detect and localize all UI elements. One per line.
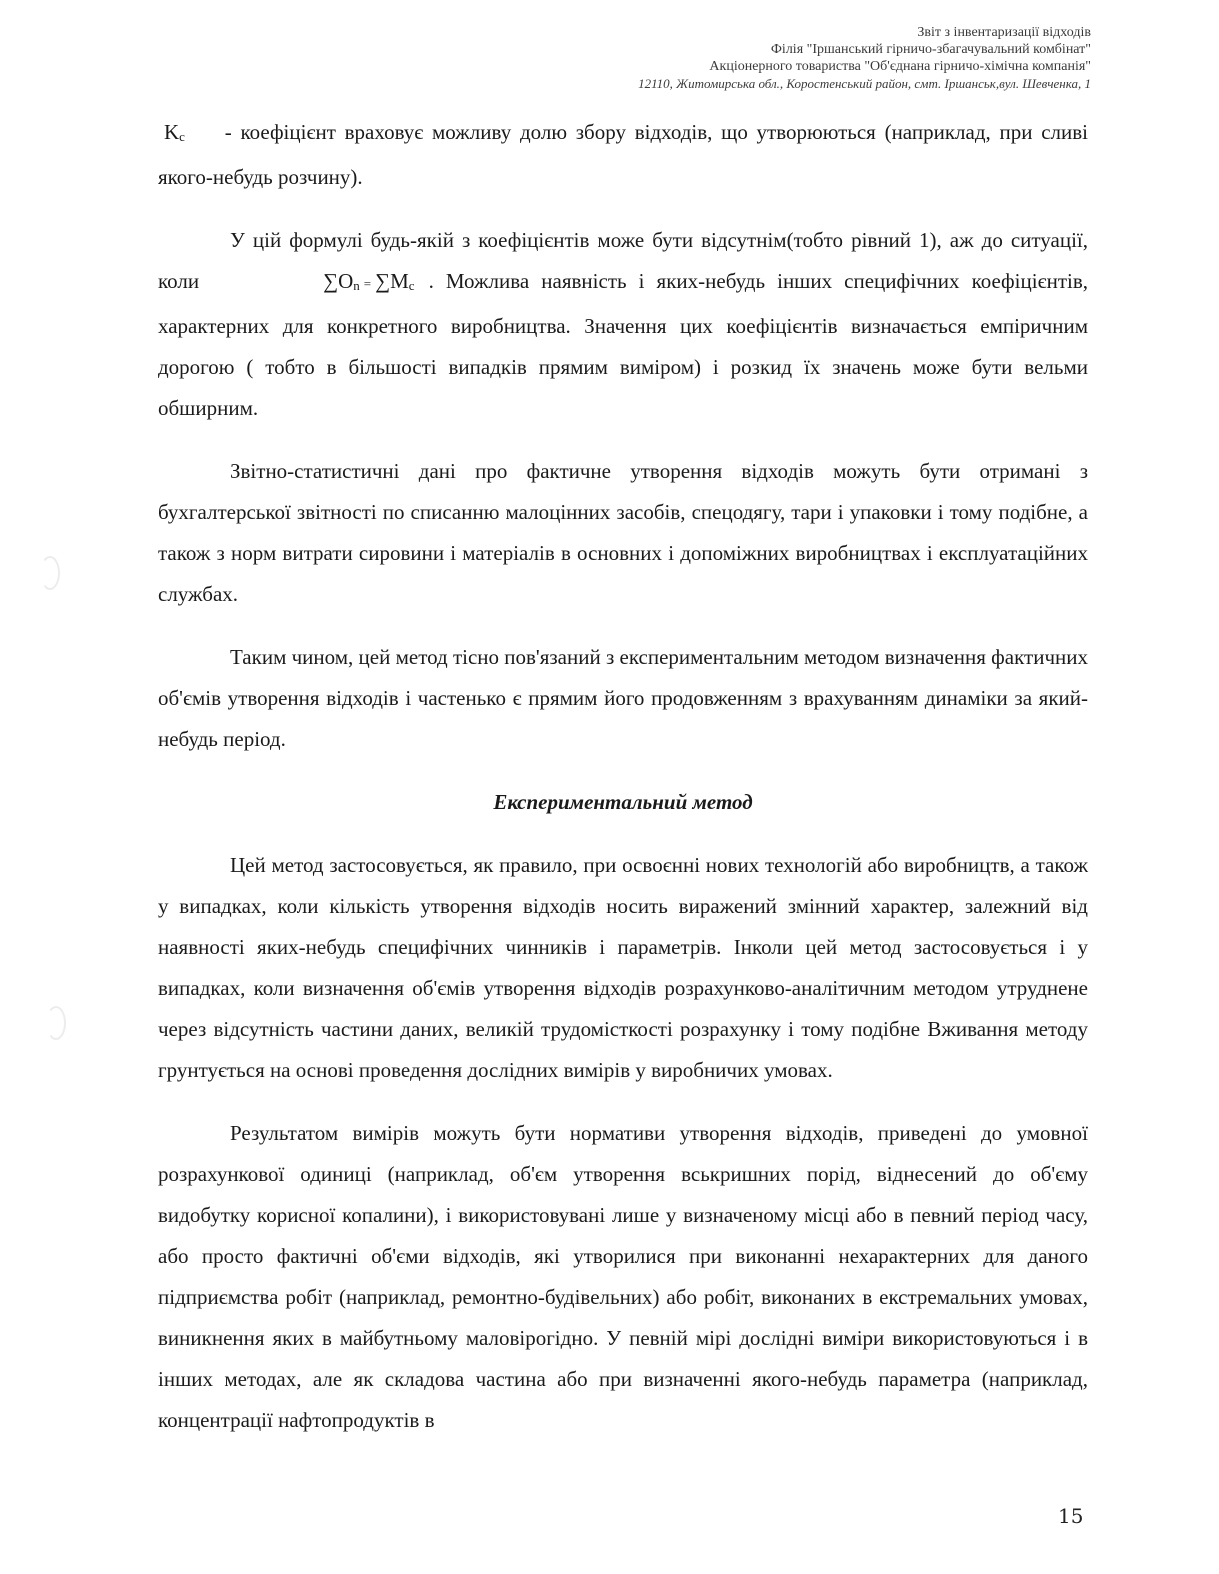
- formula-right-sum: ∑M: [375, 269, 409, 293]
- paragraph-coefficients-before: У цій формулі будь-якій з коефіцієнтів може бути відсутнім(тобто рівний 1), аж до ситуації, коли: [158, 228, 1088, 293]
- punch-hole-mark: [46, 1006, 66, 1040]
- paragraph-kc-definition: [158, 112, 1088, 198]
- header-company-name: Акціонерного товариства "Об'єднана гірничо-хімічна компанія": [709, 59, 1091, 74]
- header-branch-name: Філія "Іршанський гірничо-збагачувальний комбінат": [770, 42, 1091, 57]
- formula-right-subscript: c: [408, 278, 415, 293]
- sum-formula: [251, 261, 414, 306]
- section-title: Експериментальний метод: [493, 790, 753, 814]
- punch-hole-mark: [40, 556, 60, 590]
- paragraph-experimental-method: Цей метод застосовується, як правило, при освоєнні нових технологій або виробництв, а також у випадках, коли кількість утворення відходів носить виражений змінний характер, залежний від наявності яких-небудь специфічних чинників і параметрів. Інколи цей метод застосовується і у випадках, коли визначення об'ємів утворення відходів розрахунково-аналітичним методом утруднене через відсутність частини даних, великій трудомісткості розрахунку і тому подібне Вживання методу грунтується на основі проведення дослідних вимірів у виробничих умовах.: [158, 853, 1088, 1082]
- paragraph-method-relation: Таким чином, цей метод тісно пов'язаний з експериментальним методом визначення фактичних об'ємів утворення відходів і частенько є прямим його продовженням з врахуванням динаміки за який-небудь період.: [158, 645, 1088, 751]
- document-body: [158, 112, 1088, 1463]
- kc-symbol: [164, 112, 216, 157]
- formula-left-subscript: n: [353, 278, 360, 293]
- kc-symbol-main: K: [164, 120, 180, 144]
- formula-equals: =: [363, 276, 372, 291]
- page-number: 15: [1058, 1504, 1084, 1528]
- header-report-title: Звіт з інвентаризації відходів: [917, 25, 1091, 40]
- paragraph-coefficients: [158, 220, 1088, 429]
- paragraph-statistics: Звітно-статистичні дані про фактичне утворення відходів можуть бути отримані з бухгалтерської звітності по списанню малоцінних засобів, спецодягу, тари і упаковки і тому подібне, а також з норм витрати сировини і матеріалів в основних і допоміжних виробництвах і експлуатаційних службах.: [158, 459, 1088, 606]
- document-header: [638, 24, 1091, 92]
- header-address: 12110, Житомирська обл., Коростенський район, смт. Іршанськ,вул. Шевченка, 1: [638, 76, 1091, 91]
- paragraph-coefficients-after: . Можлива наявність і яких-небудь інших специфічних коефіцієнтів, характерних для конкретного виробництва. Значення цих коефіцієнтів визначається емпіричним дорогою ( тобто в більшості випадків прямим виміром) і розкид їх значень може бути вельми обширним.: [158, 269, 1088, 420]
- kc-symbol-subscript: c: [179, 129, 185, 144]
- formula-left-sum: ∑O: [323, 269, 354, 293]
- paragraph-measurement-results: Результатом вимірів можуть бути нормативи утворення відходів, приведені до умовної розрахункової одиниці (наприклад, об'єм утворення вськришних порід, віднесений до об'єму видобутку корисної копалини), і використовувані лише у визначеному місці або в певний період часу, або просто фактичні об'єми відходів, які утворилися при виконанні нехарактерних для даного підприємства робіт (наприклад, ремонтно-будівельних) або робіт, виконаних в екстремальних умовах, виникнення яких в майбутньому маловірогідно. У певній мірі дослідні виміри використовуються і в інших методах, але як складова частина або при визначенні якого-небудь параметра (наприклад, концентрації нафтопродуктів в: [158, 1121, 1088, 1432]
- kc-definition-text: - коефіцієнт враховує можливу долю збору відходів, що утворюються (наприклад, при сливі якого-небудь розчину).: [158, 120, 1089, 189]
